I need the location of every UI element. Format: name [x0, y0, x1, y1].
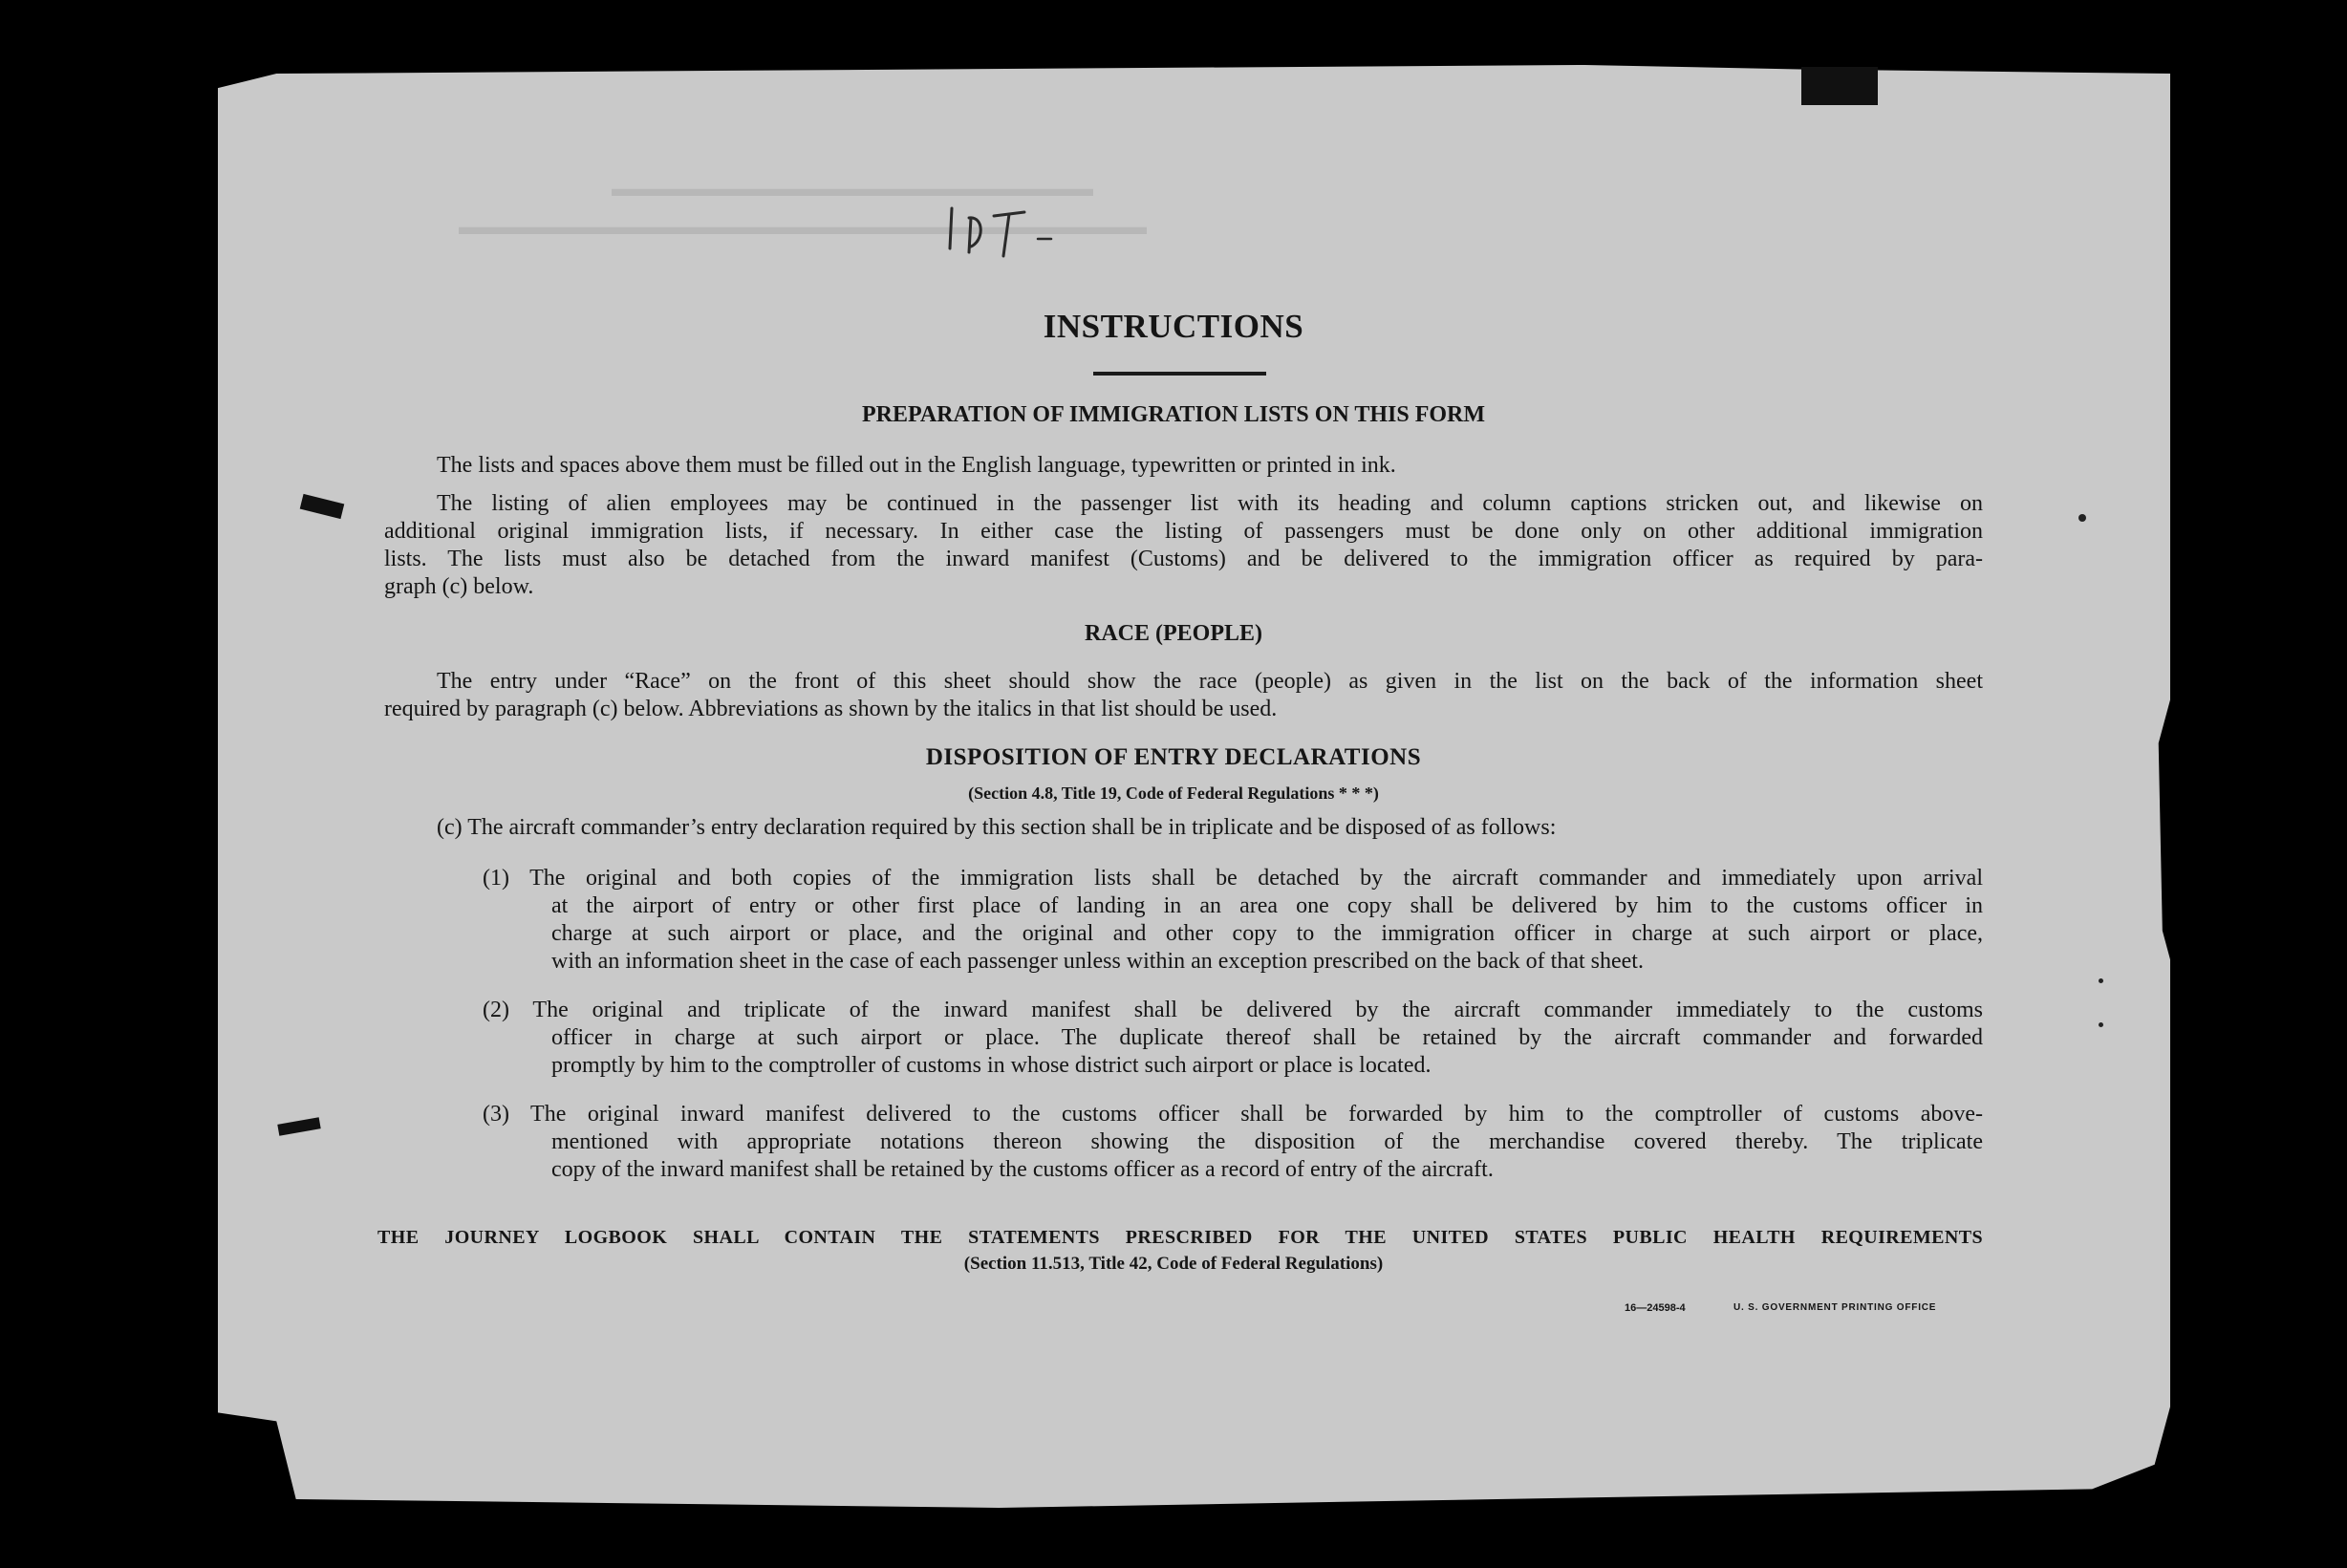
- bleed-through-text: ▬▬▬▬▬▬▬▬▬▬▬▬▬▬▬▬▬▬▬▬▬▬▬▬▬▬▬▬▬▬: [459, 215, 1147, 240]
- preparation-paragraph-1: The lists and spaces above them must be filled out in the English language, typewritten or printed in ink.: [437, 453, 1396, 478]
- ink-dot: [2099, 1022, 2103, 1027]
- disposition-item-1-line: charge at such airport or place, and the original and other copy to the immigration officer in charge at such airport or place,: [551, 921, 1983, 946]
- title-underline: [1093, 372, 1266, 376]
- handwritten-note: [946, 203, 1070, 260]
- form-print-code: 16—24598-4: [1625, 1302, 1686, 1314]
- disposition-citation: (Section 4.8, Title 19, Code of Federal Regulations * * *): [968, 784, 1379, 803]
- preparation-paragraph-2-line: additional original immigration lists, if necessary. In either case the listing of passengers must be done only on other additional immigration: [384, 519, 1983, 544]
- disposition-item-2-line: promptly by him to the comptroller of customs in whose district such airport or place is located.: [551, 1053, 1432, 1078]
- preparation-heading: PREPARATION OF IMMIGRATION LISTS ON THIS FORM: [861, 402, 1486, 427]
- disposition-heading: DISPOSITION OF ENTRY DECLARATIONS: [925, 744, 1422, 770]
- preparation-paragraph-2-line: The listing of alien employees may be continued in the passenger list with its heading and column captions stricken out, and likewise on: [437, 491, 1983, 516]
- printing-office-imprint: U. S. GOVERNMENT PRINTING OFFICE: [1733, 1302, 1937, 1313]
- disposition-item-1-line: (1) The original and both copies of the immigration lists shall be detached by the aircraft commander and immediately upon arrival: [483, 866, 1983, 891]
- disposition-intro: (c) The aircraft commander’s entry declaration required by this section shall be in triplicate and be disposed of as follows:: [437, 815, 1557, 840]
- disposition-item-3-line: (3) The original inward manifest delivered to the customs officer shall be forwarded by him to the comptroller of customs above-: [483, 1102, 1983, 1127]
- ink-dot: [2078, 514, 2086, 522]
- disposition-item-3-line: mentioned with appropriate notations thereon showing the disposition of the merchandise covered thereby. The triplicate: [551, 1129, 1983, 1154]
- disposition-item-1-line: with an information sheet in the case of each passenger unless within an exception prescribed on the back of that sheet.: [551, 949, 1644, 974]
- race-paragraph-line: required by paragraph (c) below. Abbreviations as shown by the italics in that list should be used.: [384, 697, 1278, 721]
- ink-dot: [2099, 978, 2103, 983]
- public-health-statement: THE JOURNEY LOGBOOK SHALL CONTAIN THE STATEMENTS PRESCRIBED FOR THE UNITED STATES PUBLIC HEALTH REQUIREMENTS: [377, 1227, 1983, 1248]
- preparation-paragraph-2-line: graph (c) below.: [384, 574, 534, 599]
- disposition-item-2-line: (2) The original and triplicate of the inward manifest shall be delivered by the aircraft commander immediately to the customs: [483, 998, 1983, 1022]
- public-health-citation: (Section 11.513, Title 42, Code of Federal Regulations): [963, 1254, 1384, 1274]
- disposition-item-1-line: at the airport of entry or other first place of landing in an area one copy shall be delivered by him to the customs officer in: [551, 893, 1983, 918]
- race-paragraph-line: The entry under “Race” on the front of this sheet should show the race (people) as given in the list on the back of the information sheet: [437, 669, 1983, 694]
- torn-edge: [1801, 67, 1878, 105]
- preparation-paragraph-2-line: lists. The lists must also be detached from the inward manifest (Customs) and be delivered to the immigration officer as required by para-: [384, 547, 1983, 571]
- race-heading: RACE (PEOPLE): [1085, 621, 1262, 646]
- disposition-item-3-line: copy of the inward manifest shall be retained by the customs officer as a record of entry of the aircraft.: [551, 1157, 1494, 1182]
- disposition-item-2-line: officer in charge at such airport or place. The duplicate thereof shall be retained by the aircraft commander and forwarded: [551, 1025, 1983, 1050]
- bleed-through-text: ▬▬▬▬▬▬▬▬▬▬▬▬▬▬▬▬▬▬▬▬▬: [612, 177, 1093, 202]
- page-title: INSTRUCTIONS: [1043, 308, 1304, 345]
